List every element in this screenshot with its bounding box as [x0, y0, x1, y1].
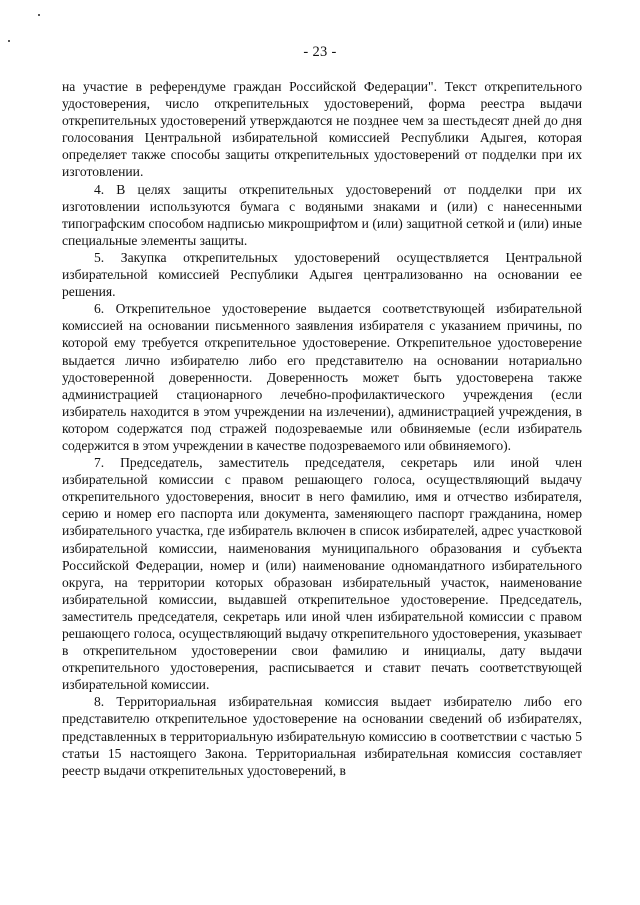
- paragraph-item-8: 8. Территориальная избирательная комиссия выдает избирателю либо его представителю открепительное удостоверение на основании сведений об избирателях, представленных в территориальную избирательную комиссию в соответствии с частью 5 статьи 15 настоящего Закона. Территориальная избирательная комиссия составляет реестр выдачи открепительных удостоверений, в: [62, 694, 582, 778]
- paragraph-item-6: 6. Открепительное удостоверение выдается соответствующей избирательной комиссией на основании письменного заявления избирателя с указанием причины, по которой ему требуется открепительное удостоверение. Открепительное удостоверение выдается лично избирателю либо его представителю на основании нотариально удостоверенной доверенности. Доверенность может быть удостоверена также администрацией стационарного лечебно-профилактического учреждения (если избиратель находится в этом учреждении на излечении), администрацией учреждения, в котором содержатся под стражей подозреваемые или обвиняемые (если избиратель содержится в этом учреждении в качестве подозреваемого или обвиняемого).: [62, 301, 582, 453]
- paragraph-item-5: 5. Закупка открепительных удостоверений осуществляется Центральной избирательной комиссией Республики Адыгея централизованно на основании ее решения.: [62, 249, 582, 300]
- scan-speck: [38, 14, 40, 16]
- document-body: [62, 78, 582, 779]
- paragraph-item-7: 7. Председатель, заместитель председателя, секретарь или иной член избирательной комиссии с правом решающего голоса, осуществляющий выдачу открепительного удостоверения, вносит в него фамилию, имя и отчество избирателя, серию и номер его паспорта или документа, заменяющего паспорт гражданина, номер избирательного участка, где избиратель включен в список избирателей, адрес участковой избирательной комиссии, наименования муниципального образования и субъекта Российской Федерации, номер и (или) наименование одномандатного избирательного округа, на территории которых образован избирательный участок, наименование избирательной комиссии, выдавшей открепительное удостоверение. Председатель, заместитель председателя, секретарь или иной член избирательной комиссии с правом решающего голоса, осуществляющий выдачу открепительного удостоверения, указывает в открепительном удостоверении свои фамилию и инициалы, дату выдачи открепительного удостоверения, расписывается и ставит печать соответствующей избирательной комиссии.: [62, 455, 582, 693]
- paragraph-continuation: на участие в референдуме граждан Российской Федерации". Текст открепительного удостоверения, число открепительных удостоверений, форма реестра выдачи открепительных удостоверений утверждаются не позднее чем за шестьдесят дней до дня голосования Центральной избирательной комиссией Республики Адыгея, которая определяет также способы защиты открепительных удостоверений от подделки при их изготовлении.: [62, 79, 582, 180]
- page-number: - 23 -: [303, 44, 337, 60]
- paragraph-item-4: 4. В целях защиты открепительных удостоверений от подделки при их изготовлении используются бумага с водяными знаками и (или) с нанесенными типографским способом надписью микрошрифтом и (или) защитной сеткой и (или) иные специальные элементы защиты.: [62, 181, 582, 248]
- scan-speck: [8, 40, 10, 42]
